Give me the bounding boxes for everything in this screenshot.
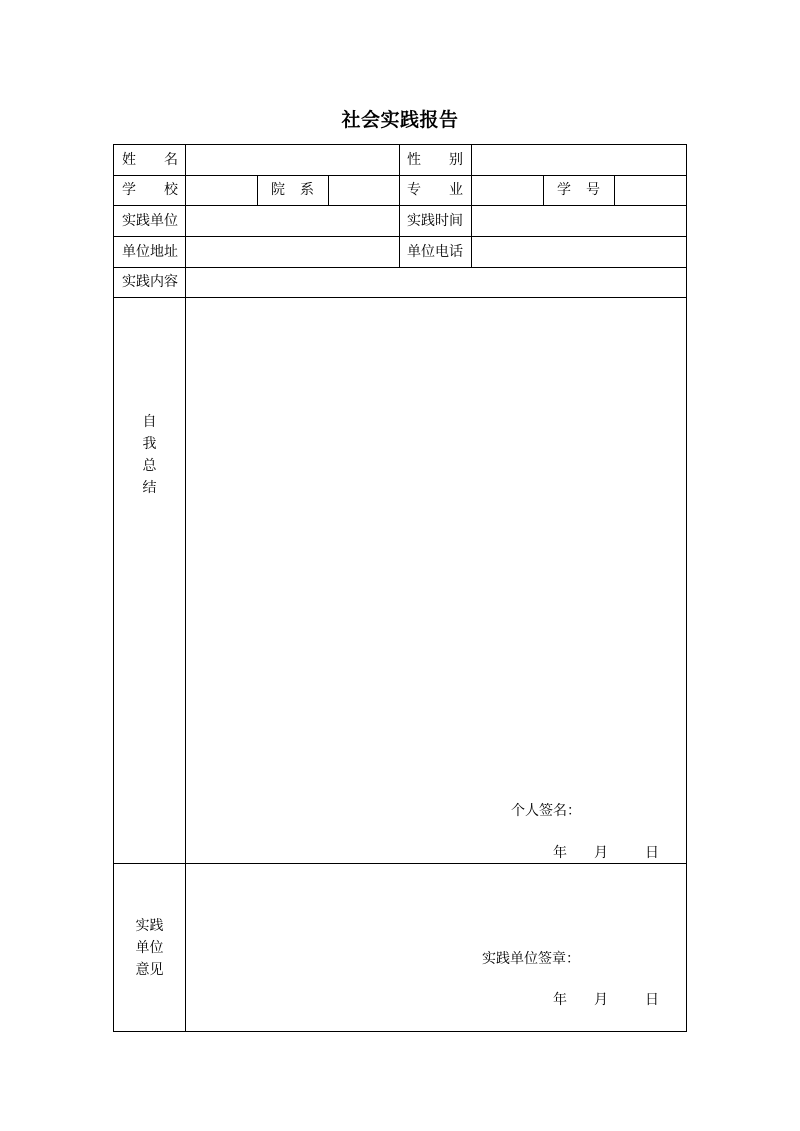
column-divider	[399, 144, 400, 267]
opinion-date-day: 日	[645, 992, 659, 1008]
unit-phone-label: 单位电话	[407, 244, 463, 260]
unit-phone-field[interactable]	[472, 237, 686, 267]
school-field[interactable]	[186, 176, 257, 205]
student-id-field[interactable]	[615, 176, 686, 205]
name-label: 姓 名	[122, 152, 178, 168]
unit-address-label: 单位地址	[122, 244, 178, 260]
gender-label: 性 别	[407, 152, 463, 168]
department-label: 院 系	[271, 182, 314, 198]
student-id-label: 学 号	[557, 182, 600, 198]
practice-content-label: 实践内容	[122, 274, 178, 290]
self-summary-textarea[interactable]	[186, 298, 686, 788]
table-border-left	[113, 144, 114, 1032]
opinion-date-year: 年	[553, 992, 567, 1008]
unit-stamp-label: 实践单位签章：	[482, 951, 580, 967]
table-border-right	[686, 144, 687, 1032]
practice-time-label: 实践时间	[407, 213, 463, 229]
practice-time-field[interactable]	[472, 206, 686, 236]
name-field[interactable]	[186, 145, 399, 175]
personal-signature-label: 个人签名：	[511, 803, 581, 819]
unit-address-field[interactable]	[186, 237, 399, 267]
major-label: 专 业	[407, 182, 463, 198]
department-field[interactable]	[329, 176, 399, 205]
table-border-bottom	[113, 1031, 687, 1032]
summary-date-month: 月	[594, 845, 608, 861]
school-label: 学 校	[122, 182, 178, 198]
gender-field[interactable]	[472, 145, 686, 175]
practice-unit-field[interactable]	[186, 206, 399, 236]
summary-date-day: 日	[645, 845, 659, 861]
summary-date-year: 年	[553, 845, 567, 861]
practice-unit-label: 实践单位	[122, 213, 178, 229]
opinion-date-month: 月	[594, 992, 608, 1008]
major-field[interactable]	[472, 176, 543, 205]
unit-opinion-textarea[interactable]	[186, 864, 686, 944]
self-summary-label: 自 我 总 结	[142, 414, 157, 496]
page-title: 社会实践报告	[341, 109, 459, 131]
column-divider	[543, 175, 544, 205]
practice-content-field[interactable]	[186, 268, 686, 297]
unit-opinion-label: 实践 单位 意见	[135, 918, 164, 978]
column-divider	[257, 175, 258, 205]
